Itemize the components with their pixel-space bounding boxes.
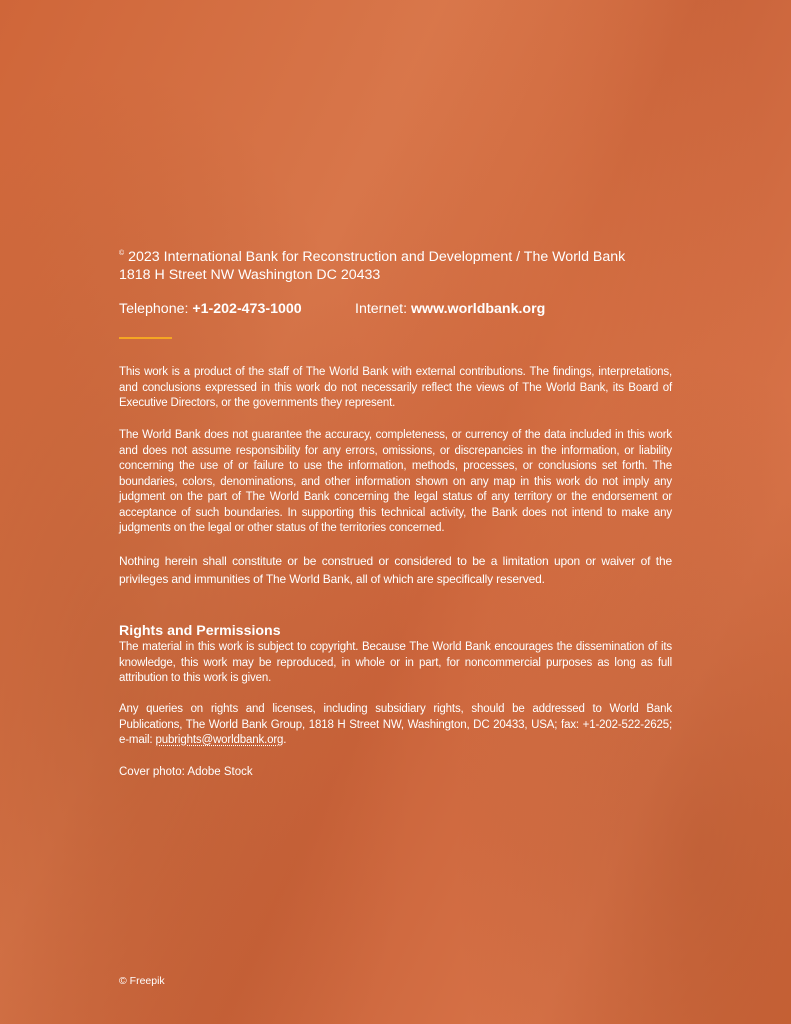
rights-heading: Rights and Permissions	[119, 623, 281, 639]
disclaimer-paragraph-2: The World Bank does not guarantee the accuracy, completeness, or currency of the data included in this work and does not assume responsibility for any errors, omissions, or discrepancies in the information, or liability concerning the use of or failure to use the information, methods, processes, or conclusions set forth. The boundaries, colors, denominations, and other information shown on any map in this work do not imply any judgment on the part of The World Bank concerning the legal status of any territory or the endorsement or acceptance of such boundaries. In supporting this technical activity, the Bank does not intend to make any judgments on the legal or other status of the territories concerned.	[119, 429, 672, 534]
telephone-line	[119, 301, 302, 317]
disclaimer-paragraph-3: Nothing herein shall constitute or be construed or considered to be a limitation upon or waiver of the privileges and immunities of The World Bank, all of which are specifically reserved.	[119, 554, 672, 586]
image-credit: © Freepik	[119, 975, 165, 987]
copyright-line	[119, 245, 672, 266]
website-link[interactable]: www.worldbank.org	[411, 301, 546, 317]
copyright-symbol: ©	[119, 250, 125, 257]
disclaimer-paragraph-1: This work is a product of the staff of The World Bank with external contributions. The findings, interpretations, and conclusions expressed in this work do not necessarily reflect the views of The World Bank, its Board of Executive Directors, or the governments they represent.	[119, 366, 672, 409]
rights-paragraph-2-text: Any queries on rights and licenses, including subsidiary rights, should be addressed to World Bank Publications, The World Bank Group, 1818 H Street NW, Washington, DC 20433, USA; fax: +1-202-522-2625; e-mail:	[119, 703, 672, 746]
accent-divider	[119, 337, 172, 339]
telephone-label: Telephone:	[119, 301, 189, 317]
copyright-text: 2023 International Bank for Reconstruction and Development / The World Bank	[128, 249, 626, 265]
internet-line	[355, 300, 545, 318]
rights-paragraph-2-end: .	[283, 734, 287, 746]
telephone-number: +1-202-473-1000	[192, 301, 302, 317]
internet-label: Internet:	[355, 301, 408, 317]
contact-block	[119, 300, 672, 318]
rights-paragraph-2	[119, 702, 672, 749]
cover-photo-credit: Cover photo: Adobe Stock	[119, 766, 253, 778]
rights-paragraph-1: The material in this work is subject to copyright. Because The World Bank encourages the dissemination of its knowledge, this work may be reproduced, in whole or in part, for noncommercial purposes as long as full attribution to this work is given.	[119, 641, 672, 684]
address-line: 1818 H Street NW Washington DC 20433	[119, 267, 381, 283]
email-link[interactable]: pubrights@worldbank.org	[155, 734, 284, 746]
copyright-block	[119, 245, 672, 284]
